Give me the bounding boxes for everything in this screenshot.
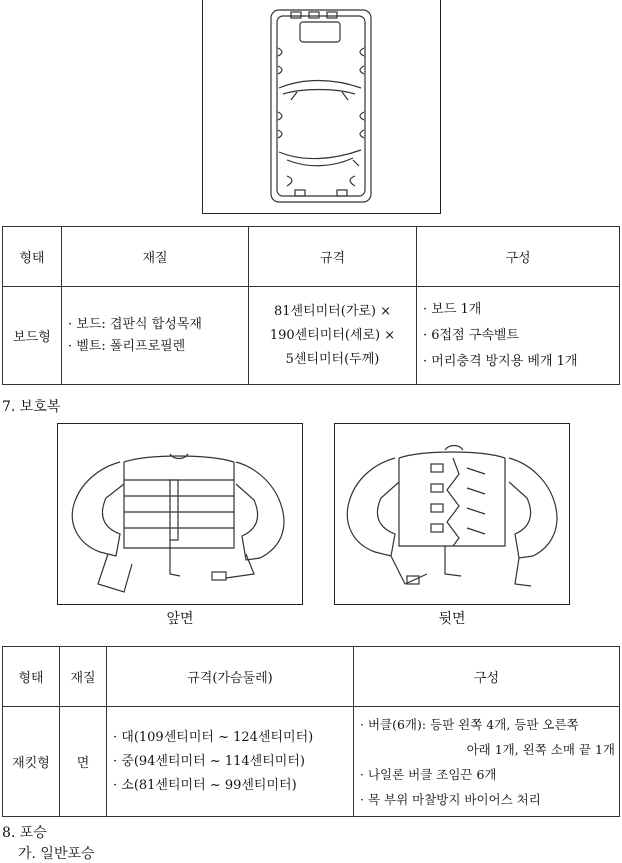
board-spec-table (2, 226, 620, 385)
board-figure (202, 0, 441, 214)
spec-length: 190센티미터(세로) × (269, 327, 396, 343)
table2-type: 재킷형 (3, 707, 60, 817)
section-8-heading: 8. 포승 (2, 825, 47, 841)
section-7-heading: 7. 보호복 (2, 399, 61, 415)
jacket-back-illustration (335, 424, 569, 604)
table1-material (62, 287, 249, 385)
composition-item: · 6접점 구속벨트 (423, 327, 520, 343)
material-board: · 보드: 겹판식 합성목재 (68, 316, 202, 332)
composition-item: · 목 부위 마찰방지 바이어스 처리 (360, 791, 541, 807)
table1-type: 보드형 (3, 287, 62, 385)
front-caption: 앞면 (166, 611, 194, 627)
jacket-front-figure (57, 423, 303, 605)
size-large: · 대(109센티미터 ~ 124센티미터) (113, 729, 314, 745)
table1-header-spec: 규격 (249, 227, 417, 287)
jacket-spec-table (2, 646, 620, 817)
composition-item: 아래 1개, 왼쪽 소매 끝 1개 (466, 741, 615, 757)
composition-item: · 버클(6개): 등판 왼쪽 4개, 등판 오른쪽 (360, 716, 579, 732)
back-caption: 뒷면 (438, 611, 466, 627)
table1-header-material: 재질 (62, 227, 249, 287)
spec-width: 81센티미터(가로) × (273, 303, 392, 319)
section-8-subheading: 가. 일반포승 (18, 846, 95, 862)
table2-header-material: 재질 (60, 647, 107, 707)
table2-header-spec: 규격(가슴둘레) (107, 647, 354, 707)
jacket-back-figure (334, 423, 570, 605)
composition-item: · 나일론 버클 조임끈 6개 (360, 766, 497, 782)
table2-material: 면 (60, 707, 107, 817)
table1-header-composition: 구성 (417, 227, 620, 287)
table2-composition (354, 707, 620, 817)
composition-item: · 머리충격 방지용 베개 1개 (423, 353, 578, 369)
table2-header-composition: 구성 (354, 647, 620, 707)
composition-item: · 보드 1개 (423, 301, 482, 317)
restraint-board-illustration (203, 0, 440, 213)
table2-header-type: 형태 (3, 647, 60, 707)
table1-header-type: 형태 (3, 227, 62, 287)
table1-composition (417, 287, 620, 385)
spec-thickness: 5센티미터(두께) (285, 351, 380, 367)
material-belt: · 벨트: 폴리프로필렌 (68, 338, 186, 354)
jacket-front-illustration (58, 424, 302, 604)
table2-spec (107, 707, 354, 817)
size-small: · 소(81센티미터 ~ 99센티미터) (113, 777, 297, 793)
table1-spec (249, 287, 417, 385)
size-medium: · 중(94센티미터 ~ 114센티미터) (113, 753, 305, 769)
